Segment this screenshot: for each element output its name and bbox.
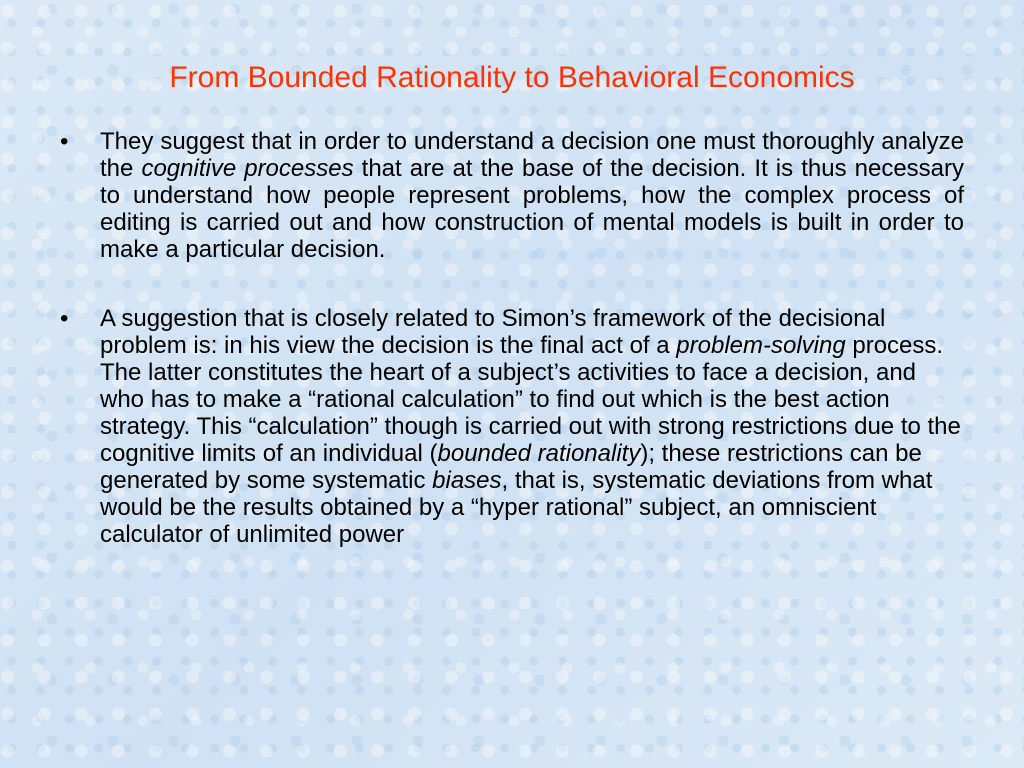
bullet-text-run: They suggest that in order to understand a decision one must thoroughly analyze the [100, 128, 964, 182]
bullet-text-emphasis: cognitive processes [141, 155, 354, 182]
bullet-list [60, 128, 964, 548]
bullet-text [100, 305, 964, 548]
bullet-text-run: that are at the base of the decision. It is thus necessary to understand how people represent problems, how the complex process of editing is carried out and how construction of mental models is built in order to make a particular decision. [100, 155, 965, 263]
bullet-text-emphasis: problem-solving [676, 332, 846, 359]
bullet-text-run: A suggestion that is closely related to Simon’s framework of the decisional problem is: in his view the decision is the final act of a [100, 305, 886, 359]
bullet-text-run: , that is, systematic deviations from what would be the results obtained by a “hyper rational” subject, an omniscient calculator of unlimited power [100, 467, 933, 548]
bullet-item [60, 128, 964, 263]
bullet-text-run: process. The latter constitutes the heart of a subject’s activities to face a decision, and who has to make a “rational calculation” to find out which is the best action strategy. This “calculation” though is carried out with strong restrictions due to the cognitive limits of an individual ( [100, 332, 961, 467]
bullet-text-emphasis: bounded rationality [437, 440, 641, 467]
bullet-icon: • [60, 128, 69, 155]
bullet-icon: • [60, 305, 69, 332]
bullet-text-run: ); these restrictions can be generated by some systematic [100, 440, 922, 494]
bullet-item [60, 305, 964, 548]
slide-title: From Bounded Rationality to Behavioral Economics [169, 61, 855, 94]
bullet-text-emphasis: biases [432, 467, 502, 494]
bullet-text [100, 128, 964, 263]
